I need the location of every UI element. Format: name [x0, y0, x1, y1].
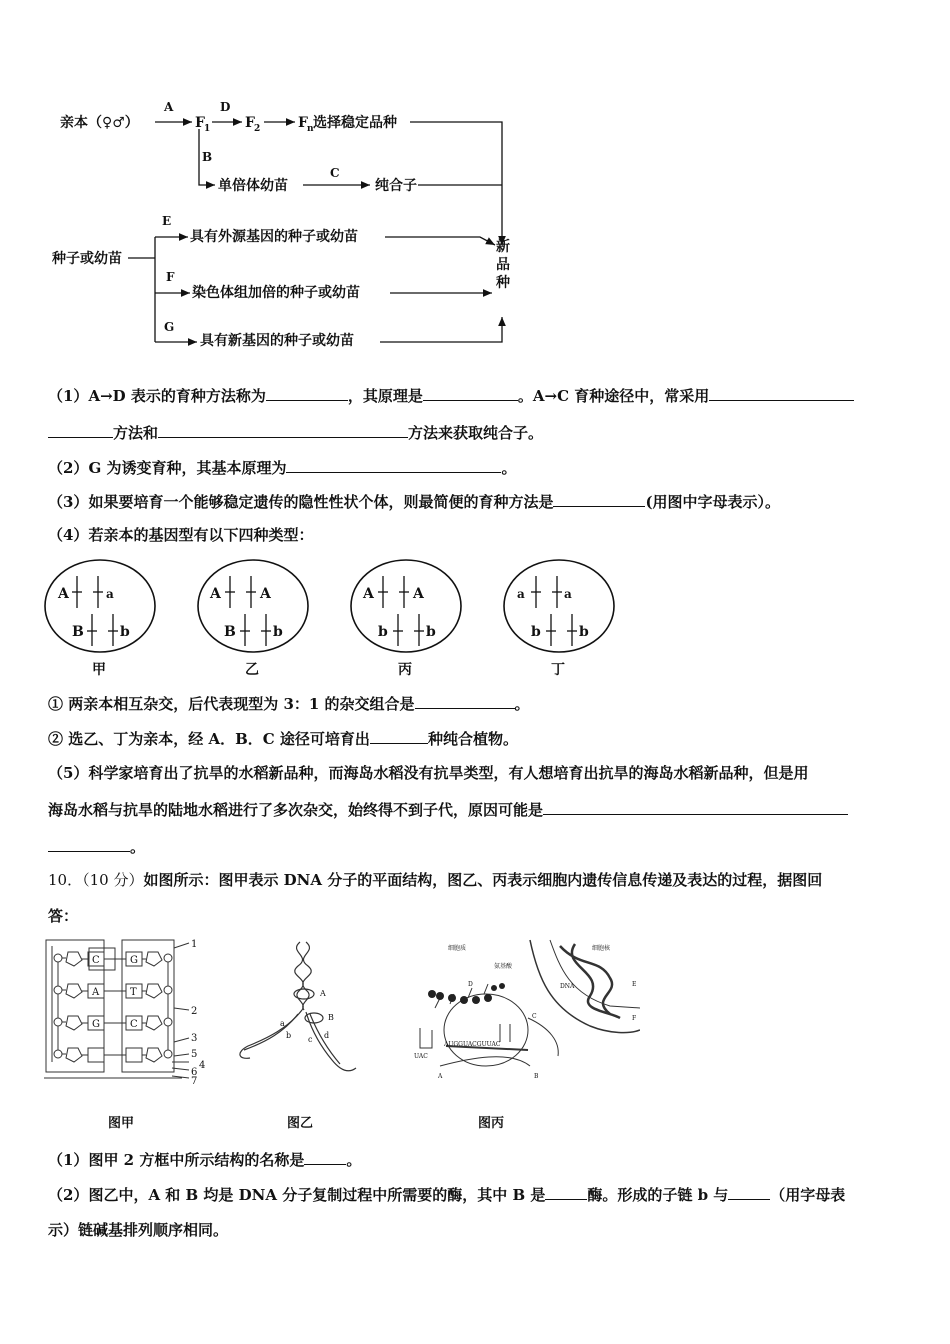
- label-c: C: [330, 166, 340, 180]
- jia-num-1: 1: [191, 939, 198, 950]
- blank-q10-1[interactable]: [304, 1148, 346, 1165]
- label-b: B: [202, 150, 213, 164]
- jia-base-right-2: T: [130, 987, 137, 998]
- question-4-1: ① 两亲本相互杂交，后代表现型为 3：1 的杂交组合是 。: [48, 692, 908, 715]
- cell-ding-bl: b: [531, 624, 541, 640]
- jia-num-7: 7: [191, 1076, 198, 1087]
- new-variety-char-2: 品: [496, 257, 510, 273]
- cell-bing-tl: A: [363, 586, 374, 602]
- figure-caption-jia: 图甲: [108, 1116, 135, 1131]
- cell-jia-br: b: [120, 624, 130, 640]
- bing-label-c: C: [532, 1013, 537, 1020]
- label-a: A: [164, 100, 174, 114]
- bing-label-cytoplasm: 细胞质: [448, 945, 467, 952]
- f2-sub: 2: [254, 124, 261, 134]
- yi-label-d-strand: d: [324, 1031, 330, 1040]
- cell-ding-tr: a: [564, 587, 572, 601]
- cell-bing: [351, 560, 461, 678]
- cell-yi-tl: A: [210, 586, 221, 602]
- yi-label-c-strand: c: [308, 1035, 313, 1044]
- f1-label: F: [195, 115, 205, 131]
- jia-num-6: 6: [191, 1067, 198, 1078]
- jia-base-left-2: A: [92, 987, 100, 998]
- breeding-flow-diagram: [40, 95, 540, 360]
- question-10-2-line-2: 示）链碱基排列顺序相同。: [48, 1221, 229, 1239]
- jia-num-2: 2: [191, 1006, 198, 1017]
- blank-q1-method-a-cont[interactable]: [48, 421, 113, 438]
- blank-q10-2-strand[interactable]: [728, 1183, 770, 1200]
- fn-text: 选择稳定品种: [313, 115, 397, 131]
- question-1-line-1: （1）A→D 表示的育种方法称为 ，其原理是 。A→C 育种途径中，常采用: [48, 384, 908, 407]
- f1-sub: 1: [204, 124, 211, 134]
- cell-bing-bl: b: [378, 624, 388, 640]
- blank-q4-1[interactable]: [415, 692, 515, 709]
- figure-bing-expression: [410, 938, 640, 1088]
- cell-yi-bl: B: [224, 624, 236, 640]
- bing-label-d: D: [468, 981, 473, 988]
- cell-yi-name: 乙: [245, 662, 259, 678]
- jia-base-left-1: C: [92, 955, 100, 966]
- cell-ding: [504, 560, 614, 678]
- blank-q2[interactable]: [286, 456, 501, 473]
- genotype-cells-figure: [40, 556, 630, 681]
- question-5-line-3: 。: [48, 835, 908, 858]
- cell-jia-tr: a: [106, 587, 114, 601]
- blank-q10-2-enzyme[interactable]: [545, 1183, 587, 1200]
- figure-caption-yi: 图乙: [287, 1116, 314, 1131]
- yi-label-b-enzyme: B: [328, 1013, 334, 1022]
- question-4-2: ② 选乙、丁为亲本，经 A．B．C 途径可培育出 种纯合植物。: [48, 727, 908, 750]
- question-10-2-line-1: （2）图乙中，A 和 B 均是 DNA 分子复制过程中所需要的酶，其中 B 是 酶。形成的子链 b 与 （用字母表: [48, 1183, 908, 1206]
- parent-label: 亲本（♀♂）: [60, 115, 139, 131]
- bing-label-anticodon: UAC: [414, 1053, 428, 1060]
- question-3: （3）如果要培育一个能够稳定遗传的隐性性状个体，则最简便的育种方法是 (用图中字母表示）。: [48, 490, 908, 513]
- yi-label-a-strand: a: [280, 1019, 285, 1028]
- seed-label: 种子或幼苗: [52, 251, 122, 267]
- question-10-1: （1）图甲 2 方框中所示结构的名称是 。: [48, 1148, 908, 1171]
- jia-num-4: 4: [199, 1060, 206, 1071]
- fn-sub: n: [307, 124, 314, 134]
- question-10-line-1: 10．（10 分）如图所示：图甲表示 DNA 分子的平面结构，图乙、丙表示细胞内遗传信息传递及表达的过程，据图回: [48, 871, 823, 889]
- figure-caption-bing: 图丙: [478, 1116, 505, 1131]
- question-10-line-2: 答：: [48, 907, 79, 925]
- bing-label-amino-acid: 氨基酸: [494, 963, 513, 970]
- cell-bing-tr: A: [413, 586, 424, 602]
- question-5-line-2: 海岛水稻与抗旱的陆地水稻进行了多次杂交，始终得不到子代，原因可能是: [48, 798, 908, 821]
- blank-q5[interactable]: [543, 798, 848, 815]
- question-1-line-2: 方法和 方法来获取纯合子。: [48, 421, 908, 444]
- cell-jia-bl: B: [72, 624, 84, 640]
- cell-jia: [45, 560, 155, 678]
- question-4: （4）若亲本的基因型有以下四种类型：: [48, 526, 314, 544]
- new-variety-char-1: 新: [496, 239, 510, 255]
- f2-label: F: [245, 115, 255, 131]
- cell-jia-tl: A: [58, 586, 69, 602]
- bing-label-e: E: [632, 981, 637, 988]
- figure-yi-replication: [228, 938, 378, 1088]
- blank-q5-cont[interactable]: [48, 835, 130, 852]
- cell-yi-br: b: [273, 624, 283, 640]
- bing-label-mrna: AUGGUACGUUAC: [444, 1041, 501, 1048]
- cell-ding-br: b: [579, 624, 589, 640]
- cell-ding-tl: a: [517, 587, 525, 601]
- blank-q1-method-a[interactable]: [709, 384, 854, 401]
- cell-ding-name: 丁: [551, 662, 565, 678]
- jia-num-5: 5: [191, 1049, 198, 1060]
- blank-q4-2[interactable]: [370, 727, 428, 744]
- new-variety-char-3: 种: [496, 275, 510, 291]
- yi-label-b-strand: b: [286, 1031, 292, 1040]
- cell-jia-name: 甲: [92, 662, 106, 678]
- question-5-line-1: （5）科学家培育出了抗旱的水稻新品种，而海岛水稻没有抗旱类型，有人想培育出抗旱的海岛水稻新品种，但是用: [48, 764, 809, 782]
- bing-label-nucleus: 细胞核: [592, 945, 611, 952]
- blank-q1-method[interactable]: [266, 384, 348, 401]
- blank-q1-method-b[interactable]: [158, 421, 408, 438]
- label-e: E: [162, 214, 172, 228]
- blank-q1-principle[interactable]: [423, 384, 518, 401]
- cell-yi-tr: A: [260, 586, 271, 602]
- label-d: D: [220, 100, 231, 114]
- bing-label-b: B: [534, 1073, 539, 1080]
- jia-base-right-3: C: [130, 1019, 138, 1030]
- bing-label-f: F: [632, 1015, 637, 1022]
- jia-num-3: 3: [191, 1033, 198, 1044]
- newgene-label: 具有新基因的种子或幼苗: [200, 333, 354, 349]
- cell-bing-br: b: [426, 624, 436, 640]
- exo-label: 具有外源基因的种子或幼苗: [190, 229, 358, 245]
- jia-base-right-1: G: [130, 955, 138, 966]
- yi-label-a-enzyme: A: [320, 989, 326, 998]
- cell-yi: [198, 560, 308, 678]
- cell-bing-name: 丙: [398, 662, 412, 678]
- bing-label-dna: DNA: [560, 983, 575, 990]
- jia-base-left-3: G: [92, 1019, 100, 1030]
- question-2: （2）G 为诱变育种，其基本原理为 。: [48, 456, 908, 479]
- figure-jia-dna: [44, 938, 219, 1088]
- poly-label: 染色体组加倍的种子或幼苗: [192, 285, 360, 301]
- bing-label-a: A: [438, 1073, 443, 1080]
- label-f: F: [166, 270, 175, 284]
- pure-label: 纯合子: [375, 178, 417, 194]
- label-g: G: [164, 320, 175, 334]
- fn-label: F: [298, 115, 308, 131]
- blank-q3[interactable]: [553, 490, 645, 507]
- haploid-label: 单倍体幼苗: [218, 178, 288, 194]
